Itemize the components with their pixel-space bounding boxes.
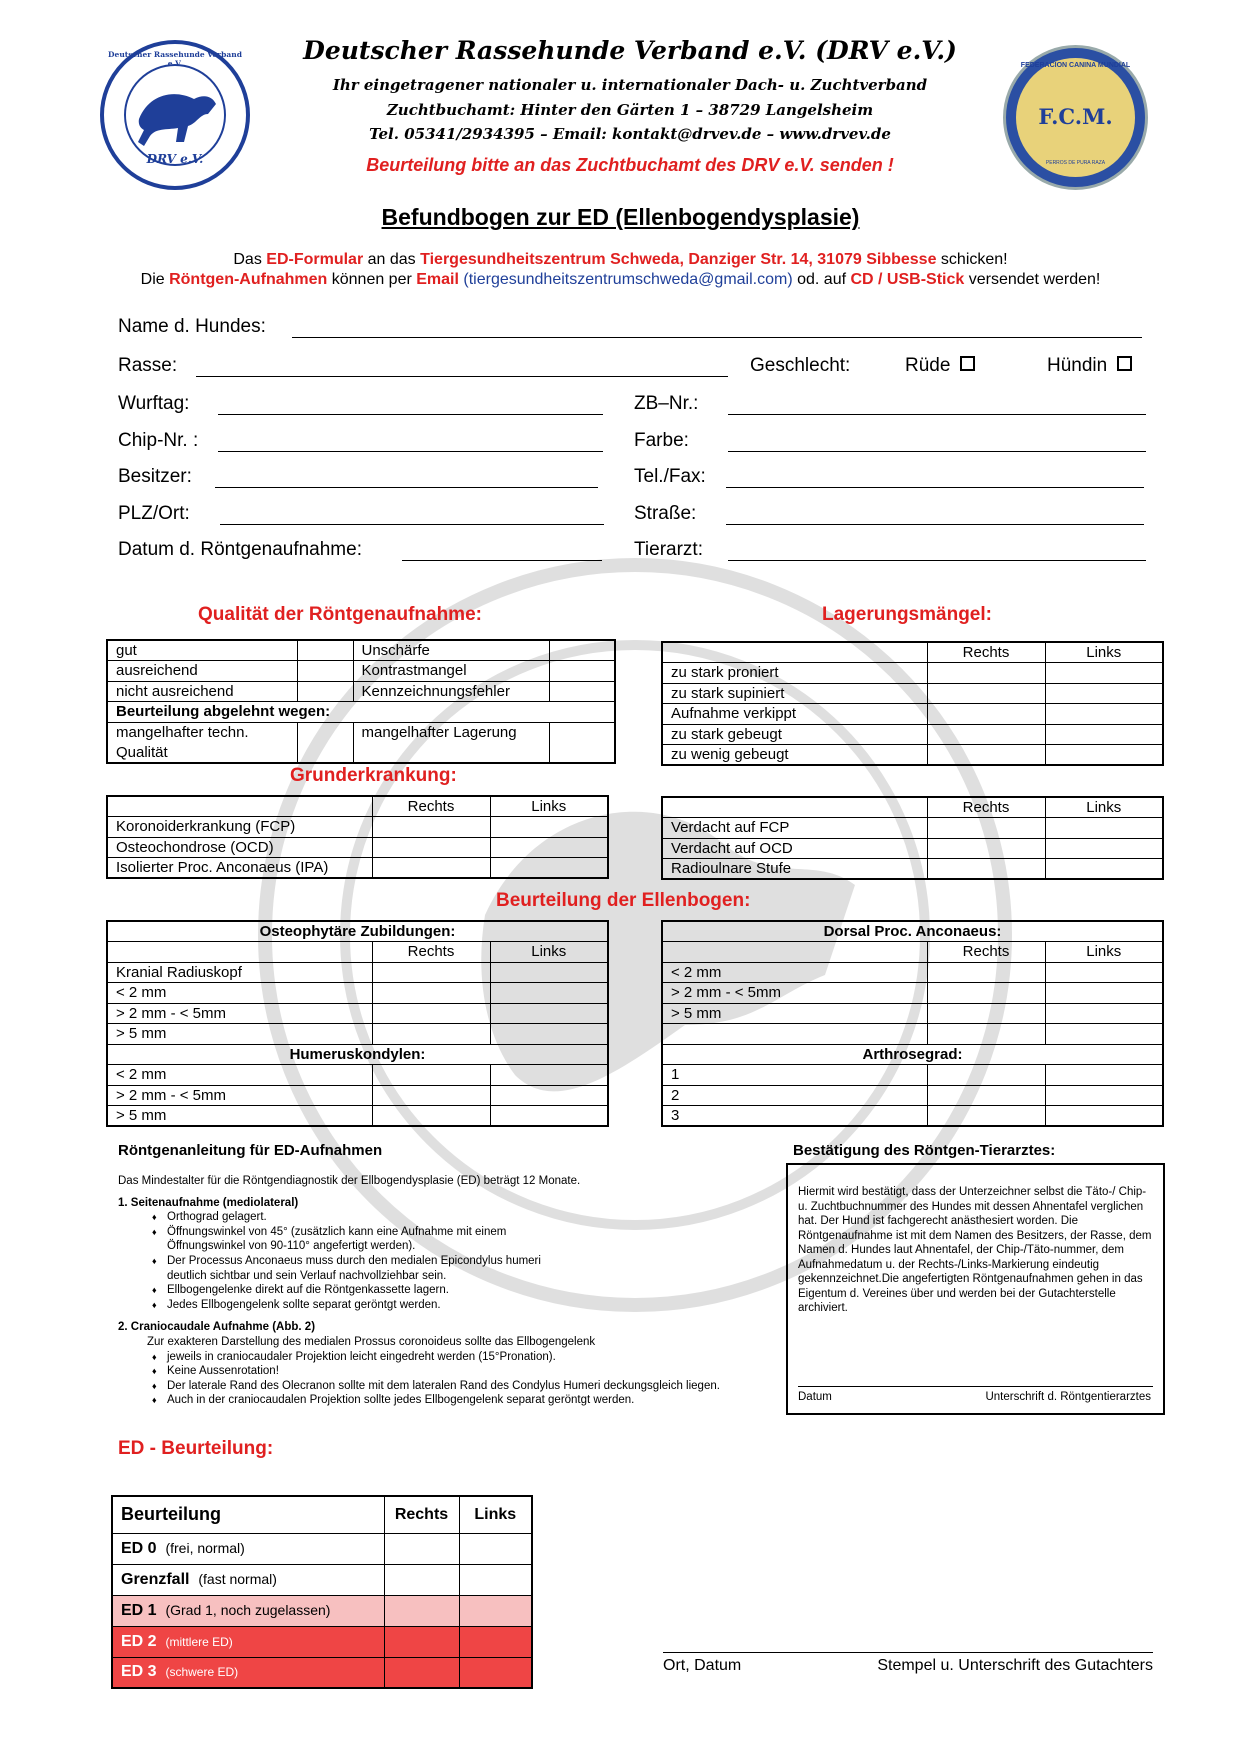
- quality-inadequate: nicht ausreichend: [107, 681, 297, 702]
- col-left: Links: [1045, 642, 1163, 663]
- table-row: [662, 724, 1163, 745]
- label-street: Straße:: [634, 503, 697, 524]
- field-whelping-date[interactable]: [218, 414, 603, 415]
- ed-grade-label: ED 3: [121, 1663, 157, 1681]
- ed-left-cell[interactable]: [459, 1657, 532, 1688]
- footer-stamp-signature: Stempel u. Unterschrift des Gutachters: [877, 1657, 1153, 1674]
- table-row: Verdacht auf OCD: [662, 838, 1163, 859]
- ed-grade-label: ED 0: [121, 1540, 157, 1557]
- table-xray-quality: [106, 639, 616, 764]
- table-row: Rechts Links: [662, 797, 1163, 818]
- table-row: Verdacht auf FCP: [662, 818, 1163, 839]
- table-dorsal-anconaeus: [661, 920, 1164, 1127]
- table-row: [662, 704, 1163, 725]
- col-right: Rechts: [927, 642, 1045, 663]
- table-row: Osteophytäre Zubildungen:: [107, 921, 608, 942]
- quality-blur: Unschärfe: [353, 640, 549, 661]
- label-color: Farbe:: [634, 430, 689, 451]
- field-breed[interactable]: [196, 376, 728, 377]
- table-suspicion: [661, 796, 1164, 880]
- quality-contrast: Kontrastmangel: [353, 661, 549, 682]
- table-row: Osteochondrose (OCD): [107, 837, 608, 858]
- table-row: Kranial Radiuskopf: [107, 962, 608, 983]
- label-zip-city: PLZ/Ort:: [118, 503, 190, 524]
- checkbox-cell[interactable]: [549, 722, 615, 763]
- section-elbow-assessment: Beurteilung der Ellenbogen:: [496, 890, 751, 911]
- table-row: Rechts Links: [107, 796, 608, 817]
- org-address: Zuchtbuchamt: Hinter den Gärten 1 – 38729 Langelsheim: [386, 101, 874, 119]
- ed-grade-label: ED 2: [121, 1632, 157, 1650]
- field-tel-fax[interactable]: [726, 487, 1144, 488]
- intro-line-1: Das ED-Formular an das Tiergesundheitszentrum Schweda, Danziger Str. 14, 31079 Sibbesse schicken!: [233, 251, 1008, 268]
- table-row: > 2 mm - < 5mm: [107, 1085, 608, 1106]
- fcm-logo: [1003, 45, 1148, 190]
- table-row: [107, 661, 615, 682]
- intro-line-2: Die Röntgen-Aufnahmen können per Email (tiergesundheitszentrumschweda@gmail.com) od. auf CD / USB-Stick versendet werden!: [140, 271, 1101, 288]
- drv-logo: [100, 40, 250, 190]
- checkbox-cell[interactable]: [549, 661, 615, 682]
- vet-confirmation-box: [786, 1163, 1165, 1415]
- ed-grade-desc: (mittlere ED): [165, 1634, 233, 1649]
- checkbox-female-box[interactable]: [1117, 356, 1132, 371]
- drv-logo-bottom-text: DRV e.V.: [146, 152, 204, 166]
- ed-right-cell[interactable]: [384, 1564, 459, 1595]
- field-chip[interactable]: [218, 451, 603, 452]
- checkbox-cell[interactable]: [549, 640, 615, 661]
- field-xray-date[interactable]: [402, 560, 602, 561]
- table-row: 2: [662, 1085, 1163, 1106]
- checkbox-male[interactable]: Rüde: [905, 355, 975, 377]
- section-positioning-defects: Lagerungsmängel:: [822, 604, 992, 625]
- ed-left-cell[interactable]: [459, 1595, 532, 1626]
- table-row: > 2 mm - < 5mm: [662, 983, 1163, 1004]
- label-vet: Tierarzt:: [634, 539, 703, 560]
- checkbox-cell[interactable]: [297, 661, 353, 682]
- table-row: [662, 683, 1163, 704]
- ed-grade-desc: (Grad 1, noch zugelassen): [165, 1602, 331, 1618]
- table-row: > 5 mm: [662, 1003, 1163, 1024]
- label-xray-date: Datum d. Röntgenaufnahme:: [118, 539, 362, 560]
- table-row: [107, 702, 615, 723]
- ed-grade-desc: (frei, normal): [165, 1540, 245, 1556]
- table-row: [662, 1024, 1163, 1045]
- ed-row: [112, 1533, 532, 1564]
- table-row: [107, 640, 615, 661]
- ed-left-cell[interactable]: [459, 1564, 532, 1595]
- table-row: > 5 mm: [107, 1106, 608, 1127]
- label-gender: Geschlecht:: [750, 355, 851, 376]
- table-row: < 2 mm: [662, 962, 1163, 983]
- ed-left-cell[interactable]: [459, 1533, 532, 1564]
- label-dog-name: Name d. Hundes:: [118, 316, 266, 337]
- ed-grade-desc: (fast normal): [198, 1571, 277, 1587]
- ed-row: [112, 1657, 532, 1688]
- field-street[interactable]: [726, 524, 1144, 525]
- table-row: Beurteilung Rechts Links: [112, 1496, 532, 1533]
- org-subtitle: Ihr eingetragener nationaler u. internationaler Dach- u. Zuchtverband: [332, 76, 928, 94]
- table-row: 3: [662, 1106, 1163, 1127]
- quality-tech1: mangelhafter techn.: [107, 722, 297, 743]
- quality-rejected: Beurteilung abgelehnt wegen:: [107, 702, 615, 723]
- table-row: Rechts Links: [107, 942, 608, 963]
- ed-row: [112, 1595, 532, 1626]
- vet-signature-line[interactable]: [798, 1386, 1153, 1387]
- table-row: Humeruskondylen:: [107, 1044, 608, 1065]
- positioning-row: Aufnahme verkippt: [662, 704, 927, 725]
- table-osteophytes: [106, 920, 609, 1127]
- table-row: > 2 mm - < 5mm: [107, 1003, 608, 1024]
- table-row: Arthrosegrad:: [662, 1044, 1163, 1065]
- field-vet[interactable]: [728, 560, 1146, 561]
- positioning-row: zu stark gebeugt: [662, 724, 927, 745]
- positioning-row: zu stark proniert: [662, 663, 927, 684]
- field-owner[interactable]: [215, 487, 598, 488]
- field-dog-name[interactable]: [292, 337, 1142, 338]
- ed-grade-label: Grenzfall: [121, 1571, 190, 1588]
- checkbox-female[interactable]: Hündin: [1047, 355, 1132, 377]
- checkbox-male-box[interactable]: [960, 356, 975, 371]
- instructions-title: Röntgenanleitung für ED-Aufnahmen: [118, 1142, 383, 1159]
- label-zb-number: ZB–Nr.:: [634, 393, 699, 414]
- ed-right-cell[interactable]: [384, 1626, 459, 1657]
- page-title: Befundbogen zur ED (Ellenbogendysplasie): [381, 204, 860, 230]
- instructions-body: Das Mindestalter für die Röntgendiagnostik der Ellbogendysplasie (ED) beträgt 12 Monate. 1. Seitenaufnahme (mediolateral) ♦ Orthograd gelagert. ♦ Öffnungswinkel von 45° (zusätzlich kann eine Aufnahme mit einem Öffnungswinkel von 90-110° angefertigt werden). ♦ Der Processus Anconaeus muss durch den medialen Epicondylus humeri deutlich sichtbar und sein Verlauf nachvollziehbar sein. ♦ Ellbogengelenke direkt auf die Röntgenkassette lagern. ♦ Jedes Ellbogengelenk sollte separat geröntgt werden. 2. Craniocaudale Aufnahme (Abb. 2) Zur exakteren Darstellung des medialen Prossus coronoideus sollte das Ellbogengelenk ♦ jeweils in craniocaudaler Projektion leicht eingedreht werden (15°Pronation). ♦ Keine Aussenrotation! ♦ Der laterale Rand des Olecranon sollte mit dem lateralen Rand des Condylus Humeri deckungsgleich liegen. ♦ Auch in der craniocaudalen Projektion sollte jedes Ellbogengelenk separat geröntgt werden.: [118, 1174, 788, 1408]
- org-contact: Tel. 05341/2934395 – Email: kontakt@drvev.de – www.drvev.de: [369, 125, 891, 143]
- quality-adequate: ausreichend: [107, 661, 297, 682]
- table-row: < 2 mm: [107, 1065, 608, 1086]
- ed-right-cell[interactable]: [384, 1533, 459, 1564]
- table-positioning: [661, 641, 1164, 766]
- table-ed-grade: [111, 1495, 533, 1689]
- ed-row: [112, 1626, 532, 1657]
- ed-head: Beurteilung: [112, 1496, 384, 1533]
- table-row: [662, 642, 1163, 663]
- ed-left-cell[interactable]: [459, 1626, 532, 1657]
- ed-grade-label: ED 1: [121, 1602, 157, 1619]
- label-breed: Rasse:: [118, 355, 178, 376]
- section-xray-quality: Qualität der Röntgenaufnahme:: [198, 604, 482, 625]
- table-row: < 2 mm: [107, 983, 608, 1004]
- table-row: [662, 745, 1163, 766]
- table-row: Radioulnare Stufe: [662, 859, 1163, 880]
- footer-place-date: Ort, Datum: [663, 1657, 742, 1674]
- fcm-logo-bottom-text: PERROS DE PURA RAZA: [1045, 160, 1106, 166]
- field-color[interactable]: [728, 451, 1146, 452]
- table-row: Koronoiderkrankung (FCP): [107, 817, 608, 838]
- section-ed-assessment: ED - Beurteilung:: [118, 1438, 274, 1459]
- field-zb-number[interactable]: [728, 414, 1146, 415]
- quality-gut: gut: [107, 640, 297, 661]
- table-row: [107, 681, 615, 702]
- ed-row: [112, 1564, 532, 1595]
- field-zip-city[interactable]: [220, 524, 604, 525]
- table-row: [107, 743, 615, 764]
- section-primary-disease: Grunderkrankung:: [290, 765, 457, 786]
- checkbox-cell[interactable]: [297, 722, 353, 763]
- checkbox-cell[interactable]: [549, 681, 615, 702]
- table-row: > 5 mm: [107, 1024, 608, 1045]
- table-row: [662, 663, 1163, 684]
- ed-grade-desc: (schwere ED): [165, 1665, 239, 1680]
- positioning-row: zu stark supiniert: [662, 683, 927, 704]
- quality-positioning: mangelhafter Lagerung: [353, 722, 549, 743]
- table-row: [107, 722, 615, 743]
- label-owner: Besitzer:: [118, 466, 192, 487]
- vet-signature-label: Unterschrift d. Röntgentierarztes: [985, 1391, 1151, 1403]
- submit-notice: Beurteilung bitte an das Zuchtbuchamt des DRV e.V. senden !: [366, 155, 894, 175]
- table-row: Rechts Links: [662, 942, 1163, 963]
- checkbox-cell[interactable]: [297, 681, 353, 702]
- footer-signature-line[interactable]: [663, 1652, 1153, 1653]
- vet-confirmation-title: Bestätigung des Röntgen-Tierarztes:: [793, 1142, 1056, 1159]
- positioning-row: zu wenig gebeugt: [662, 745, 927, 766]
- quality-labeling: Kennzeichnungsfehler: [353, 681, 549, 702]
- drv-logo-ring-text: Deutscher Rassehunde Verband e.V.: [108, 50, 242, 68]
- vet-date-label: Datum: [798, 1391, 832, 1403]
- label-chip: Chip-Nr. :: [118, 430, 199, 451]
- checkbox-cell[interactable]: [297, 640, 353, 661]
- table-row: Dorsal Proc. Anconaeus:: [662, 921, 1163, 942]
- vet-confirmation-text: Hiermit wird bestätigt, dass der Unterzeichner selbst die Täto-/ Chip- u. Zuchtbuchnummer des Hundes mit dessen Ahnentafel verglichen hat. Der Hund ist fachgerecht anästhesiert worden. Die Röntgenaufnahme ist mit dem Namen des Besitzers, der Rasse, dem Namen d. Hundes laut Ahnentafel, der Chip-/Täto-nummer, dem Aufnahmedatum u. der Rechts-/Links-Markierung eindeutig gekennzeichnet.Die angefertigten Röntgenaufnahmen gehen in das Eigentum d. Vereines über und werden bei der Gutachterstelle archiviert.: [798, 1186, 1152, 1314]
- ed-right-cell[interactable]: [384, 1657, 459, 1688]
- label-whelping-date: Wurftag:: [118, 393, 190, 414]
- table-row: Isolierter Proc. Anconaeus (IPA): [107, 858, 608, 879]
- table-primary-disease: [106, 795, 609, 879]
- quality-tech2: Qualität: [107, 743, 297, 764]
- label-tel-fax: Tel./Fax:: [634, 466, 706, 487]
- ed-right-cell[interactable]: [384, 1595, 459, 1626]
- org-title: Deutscher Rassehunde Verband e.V. (DRV e.V.): [303, 36, 957, 65]
- table-row: 1: [662, 1065, 1163, 1086]
- fcm-logo-center: F.C.M.: [1038, 104, 1113, 129]
- fcm-logo-ring-text: FEDERACION CANINA MUNDIAL: [1020, 62, 1131, 69]
